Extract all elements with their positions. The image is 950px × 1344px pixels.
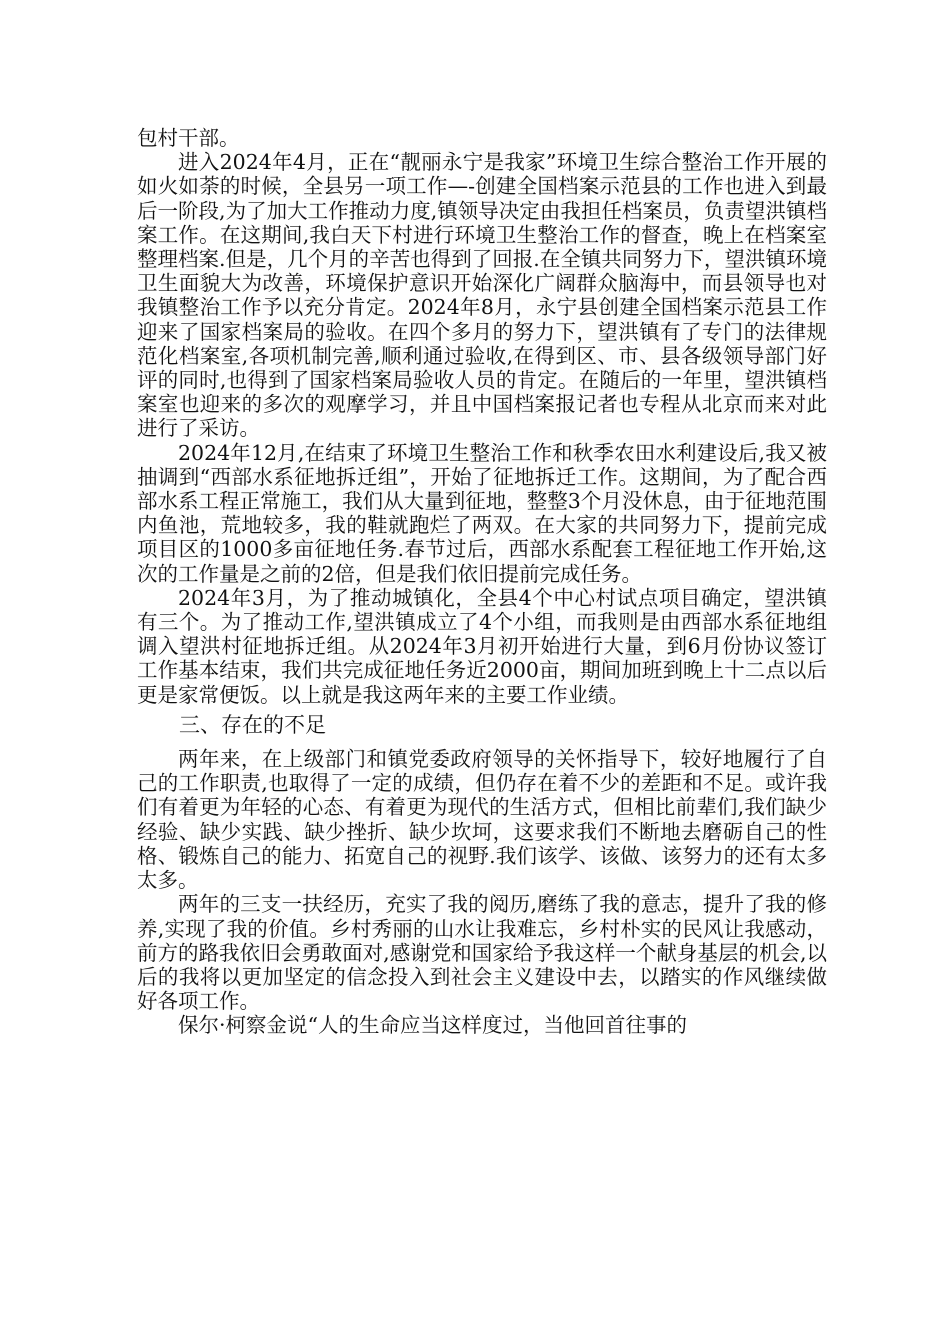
paragraph-continuation: 包村干部。 <box>137 126 240 150</box>
section-heading: 三、存在的不足 <box>179 712 326 737</box>
paragraph-land-acquisition: 2024年12月,在结束了环境卫生整治工作和秋季农田水利建设后,我又被抽调到“西部水系征地拆迁组”，开始了征地拆迁工作。这期间，为了配合西部水系工程正常施工，我们从大量到征地，整整3个月没休息，由于征地范围内鱼池，荒地较多，我的鞋就跑烂了两双。在大家的共同努力下，提前完成项目区的1000多亩征地任务.春节过后，西部水系配套工程征地工作开始,这次的工作量是之前的2倍，但是我们依旧提前完成任务。 <box>137 440 827 586</box>
document-page <box>137 126 827 1038</box>
paragraph-quote: 保尔·柯察金说“人的生命应当这样度过，当他回首往事的 <box>178 1013 687 1038</box>
paragraph-archive-work: 进入2024年4月，正在“靓丽永宁是我家”环境卫生综合整治工作开展的如火如荼的时候，全县另一项工作—-创建全国档案示范县的工作也进入到最后一阶段,为了加大工作推动力度,镇领导决定由我担任档案员，负责望洪镇档案工作。在这期间,我白天下村进行环境卫生整治工作的督查，晚上在档案室整理档案.但是，几个月的辛苦也得到了回报.在全镇共同努力下，望洪镇环境卫生面貌大为改善，环境保护意识开始深化广阔群众脑海中，而县领导也对我镇整治工作予以充分肯定。2024年8月，永宁县创建全国档案示范县工作迎来了国家档案局的验收。在四个多月的努力下，望洪镇有了专门的法律规范化档案室,各项机制完善,顺利通过验收,在得到区、市、县各级领导部门好评的同时,也得到了国家档案局验收人员的肯定。在随后的一年里，望洪镇档案室也迎来的多次的观摩学习，并且中国档案报记者也专程从北京而来对此进行了采访。 <box>137 150 827 441</box>
paragraph-experience: 两年的三支一扶经历，充实了我的阅历,磨练了我的意志，提升了我的修养,实现了我的价值。乡村秀丽的山水让我难忘，乡村朴实的民风让我感动，前方的路我依旧会勇敢面对,感谢党和国家给予我这样一个献身基层的机会,以后的我将以更加坚定的信念投入到社会主义建设中去，以踏实的作风继续做好各项工作。 <box>137 892 827 1014</box>
paragraph-urbanization: 2024年3月，为了推动城镇化，全县4个中心村试点项目确定，望洪镇有三个。为了推动工作,望洪镇成立了4个小组，而我则是由西部水系征地组调入望洪村征地拆迁组。从2024年3月初开始进行大量，到6月份协议签订工作基本结束，我们共完成征地任务近2000亩，期间加班到晚上十二点以后更是家常便饭。以上就是我这两年来的主要工作业绩。 <box>137 585 827 707</box>
paragraph-shortcomings: 两年来，在上级部门和镇党委政府领导的关怀指导下，较好地履行了自己的工作职责,也取得了一定的成绩，但仍存在着不少的差距和不足。或许我们有着更为年轻的心态、有着更为现代的生活方式，但相比前辈们,我们缺少经验、缺少实践、缺少挫折、缺少坎坷，这要求我们不断地去磨砺自己的性格、锻炼自己的能力、拓宽自己的视野.我们该学、该做、该努力的还有太多太多。 <box>137 747 827 893</box>
